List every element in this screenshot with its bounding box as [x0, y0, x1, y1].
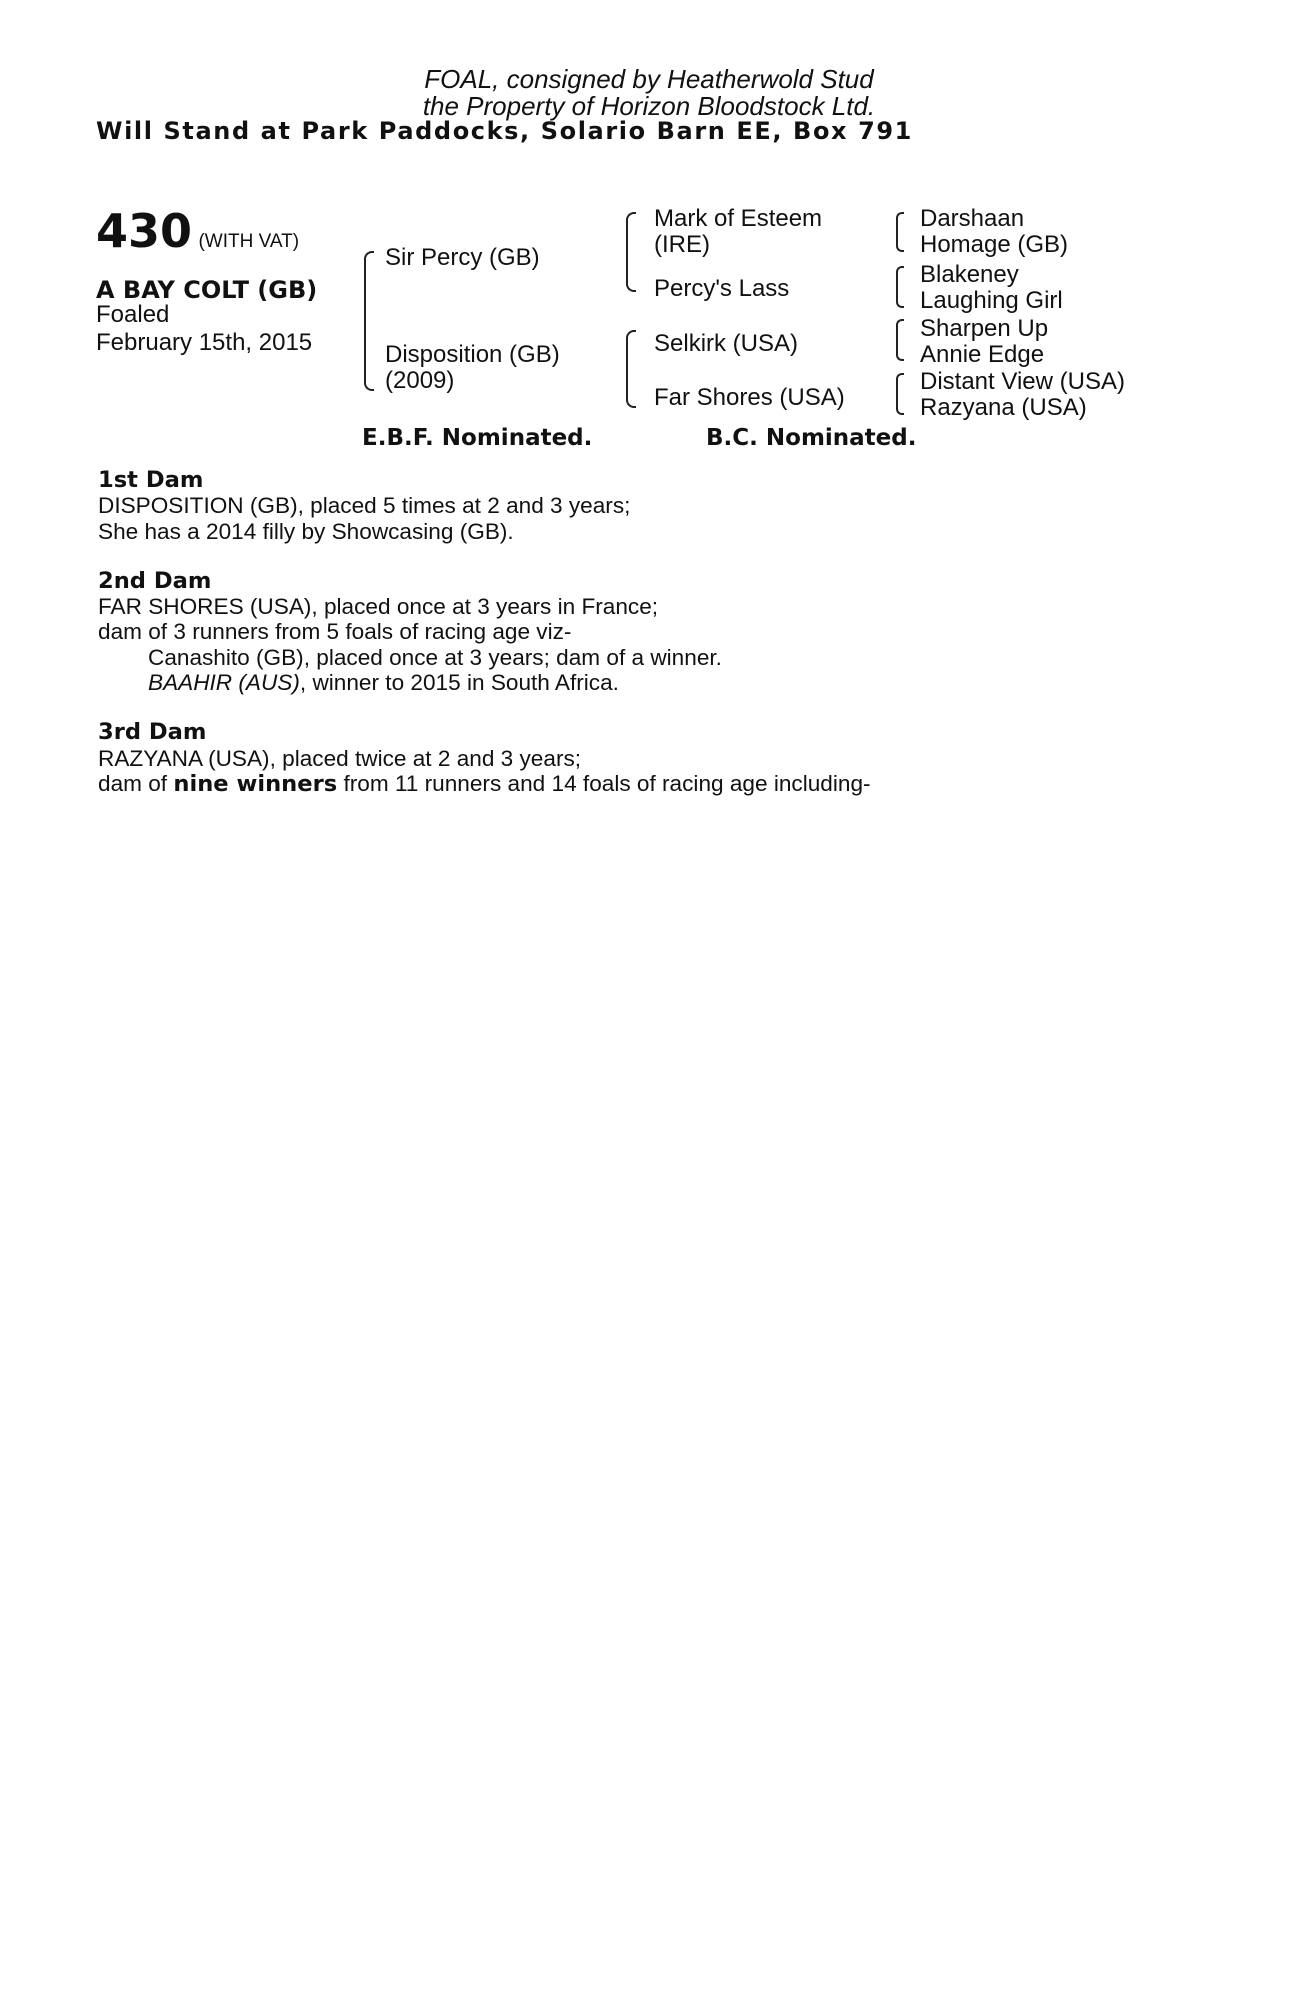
pedigree-gen3-1: Darshaan — [920, 205, 1025, 232]
pedigree-sire-sire-2: (IRE) — [654, 231, 710, 258]
third-dam-summary-c: from 11 runners and 14 foals of racing age including- — [337, 770, 871, 796]
third-dam-summary-b: nine winners — [173, 770, 338, 797]
third-dam-produce-summary — [98, 771, 1195, 797]
pedigree-sire-sire-1: Mark of Esteem — [654, 205, 823, 232]
second-dam-foal-2-name: BAAHIR (AUS) — [148, 670, 300, 696]
pedigree-gen3-5: Sharpen Up — [920, 315, 1049, 342]
third-dam-title: 3rd Dam — [98, 719, 207, 746]
pedigree-dam-dam: Far Shores (USA) — [654, 384, 845, 411]
pedigree-sire-dam: Percy's Lass — [654, 275, 790, 302]
second-dam-line: FAR SHORES (USA), placed once at 3 years in France; — [98, 594, 659, 620]
lot-number: 430 — [96, 204, 193, 258]
brace-g1 — [896, 212, 904, 252]
second-dam-foal-1: Canashito (GB), placed once at 3 years; dam of a winner. — [148, 644, 722, 670]
second-dam-foal-2 — [98, 670, 1195, 695]
ebf-nominated: E.B.F. Nominated. — [362, 425, 593, 451]
pedigree-gen3-4: Laughing Girl — [920, 287, 1063, 314]
brace-g3 — [896, 319, 904, 361]
pedigree-gen3-3: Blakeney — [920, 261, 1019, 288]
pedigree-dam-sire: Selkirk (USA) — [654, 330, 799, 357]
foaled-date: February 15th, 2015 — [96, 329, 313, 356]
pedigree-dam-year: (2009) — [385, 367, 455, 394]
third-dam-summary-a: dam of — [98, 770, 174, 796]
lot-number-block — [96, 204, 299, 258]
pedigree-gen3-6: Annie Edge — [920, 341, 1045, 368]
catalogue-body — [98, 468, 1195, 797]
second-dam-title: 2nd Dam — [98, 567, 212, 594]
third-dam-line: RAZYANA (USA), placed twice at 2 and 3 years; — [98, 745, 582, 771]
pedigree-gen3-8: Razyana (USA) — [920, 394, 1087, 421]
brace-g4 — [896, 373, 904, 415]
second-dam-foal-2-text: , winner to 2015 in South Africa. — [299, 670, 619, 696]
brace-parents — [364, 251, 374, 391]
vat-label: (WITH VAT) — [198, 231, 300, 252]
brace-dam-side — [626, 330, 636, 408]
lot-description: A BAY COLT (GB) — [96, 276, 318, 304]
brace-sire-side — [626, 212, 636, 292]
first-dam-title: 1st Dam — [98, 467, 204, 493]
first-dam-line: DISPOSITION (GB), placed 5 times at 2 and 3 years; — [98, 493, 631, 519]
second-dam-produce-summary: dam of 3 runners from 5 foals of racing age viz- — [98, 619, 572, 645]
bc-nominated: B.C. Nominated. — [706, 425, 917, 451]
pedigree-dam-name: Disposition (GB) — [385, 341, 560, 368]
first-dam-produce: She has a 2014 filly by Showcasing (GB). — [98, 518, 514, 544]
brace-g2 — [896, 266, 904, 308]
pedigree-gen3-7: Distant View (USA) — [920, 368, 1125, 395]
pedigree-sire: Sir Percy (GB) — [385, 244, 540, 271]
stand-location-line: Will Stand at Park Paddocks, Solario Barn EE, Box 791 — [96, 117, 913, 145]
consignor-line: FOAL, consigned by Heatherwold Stud — [424, 64, 874, 94]
property-line: the Property of Horizon Bloodstock Ltd. — [422, 91, 876, 121]
pedigree-gen3-2: Homage (GB) — [920, 231, 1069, 258]
foaled-label: Foaled — [96, 301, 170, 328]
